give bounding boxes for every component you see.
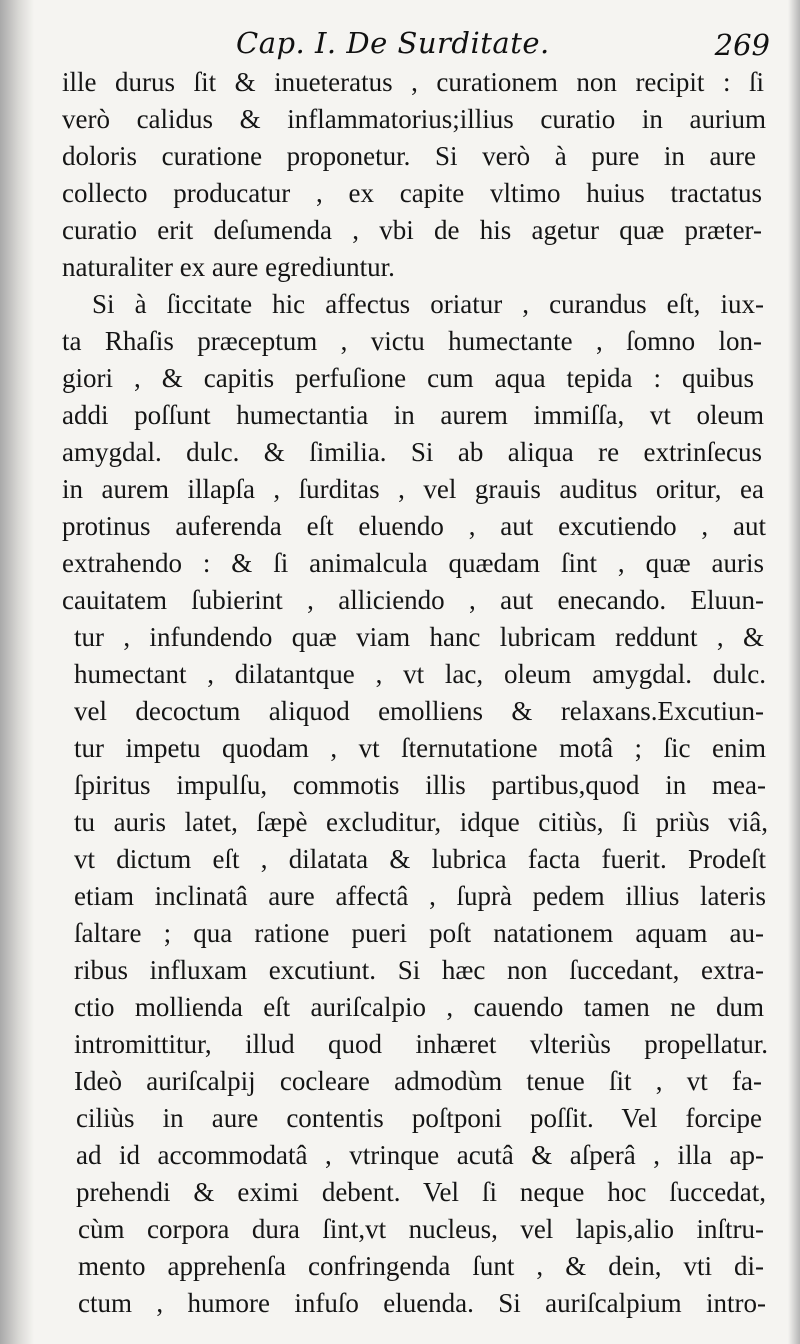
text-line: ta Rhaſis præceptum , victu humectante , ſomno lon-: [62, 326, 762, 356]
text-line: amygdal. dulc. & ſimilia. Si ab aliqua re extrinſecus: [62, 437, 762, 467]
text-line: Si à ſiccitate hic affectus oriatur , curandus eſt, iux-: [92, 289, 764, 319]
running-head: [230, 22, 770, 66]
text-line: cùm corpora dura ſint,vt nucleus, vel lapis,alio inſtru-: [78, 1214, 764, 1244]
text-line: extrahendo : & ſi animalcula quædam ſint , quæ auris: [62, 548, 764, 578]
chapter-title: Cap. I. De Surditate.: [236, 26, 550, 60]
text-line: ſpiritus impulſu, commotis illis partibus,quod in mea-: [74, 770, 766, 800]
text-line: tur , infundendo quæ viam hanc lubricam reddunt , &: [74, 622, 764, 652]
text-line: mento apprehenſa confringenda ſunt , & dein, vti di-: [78, 1251, 764, 1281]
text-line: ribus influxam excutiunt. Si hæc non ſuccedant, extra-: [74, 955, 764, 985]
text-line: addi poſſunt humectantia in aurem immiſſa, vt oleum: [62, 400, 764, 430]
text-line: ctio mollienda eſt auriſcalpio , cauendo tamen ne dum: [74, 992, 764, 1022]
text-line: etiam inclinatâ aure affectâ , ſuprà pedem illius lateris: [74, 881, 766, 911]
text-line: ſaltare ; qua ratione pueri poſt natationem aquam au-: [74, 918, 764, 948]
text-line: doloris curatione proponetur. Si verò à pure in aure: [62, 141, 756, 171]
text-line: tu auris latet, ſæpè excluditur, idque citiùs, ſi priùs viâ,: [74, 807, 768, 837]
text-line: in aurem illapſa , ſurditas , vel grauis auditus oritur, ea: [62, 474, 764, 504]
text-line: giori , & capitis perfuſione cum aqua tepida : quibus: [62, 363, 754, 393]
text-line: humectant , dilatantque , vt lac, oleum amygdal. dulc.: [74, 659, 766, 689]
text-line: vt dictum eſt , dilatata & lubrica facta fuerit. Prodeſt: [74, 844, 766, 874]
text-line: protinus auferenda eſt eluendo , aut excutiendo , aut: [62, 511, 766, 541]
text-line: curatio erit deſumenda , vbi de his agetur quæ præter-: [62, 215, 762, 245]
text-line: ad id accommodatâ , vtrinque acutâ & aſperâ , illa ap-: [76, 1140, 764, 1170]
page-gutter-shadow: [0, 0, 34, 1344]
text-line: ille durus ſit & inueteratus , curationem non recipit : ſi: [62, 67, 764, 97]
text-line: cauitatem ſubierint , alliciendo , aut enecando. Eluun-: [62, 585, 764, 615]
text-line: naturaliter ex aure egrediuntur.: [62, 252, 395, 282]
text-line: ctum , humore infuſo eluenda. Si auriſcalpium intro-: [78, 1288, 766, 1318]
page-number: 269: [714, 28, 770, 62]
text-line: verò calidus & inflammatorius;illius curatio in aurium: [62, 104, 766, 134]
text-line: ciliùs in aure contentis poſtponi poſſit. Vel forcipe: [76, 1103, 762, 1133]
body-text: [62, 64, 768, 1334]
text-line: intromittitur, illud quod inhæret vlteriùs propellatur.: [74, 1029, 768, 1059]
page-edge-shadow: [788, 0, 800, 1344]
text-line: Ideò auriſcalpij cocleare admodùm tenue ſit , vt fa-: [74, 1066, 762, 1096]
text-line: collecto producatur , ex capite vltimo huius tractatus: [62, 178, 762, 208]
text-line: tur impetu quodam , vt ſternutatione motâ ; ſic enim: [74, 733, 766, 763]
text-line: prehendi & eximi debent. Vel ſi neque hoc ſuccedat,: [76, 1177, 766, 1207]
text-line: vel decoctum aliquod emolliens & relaxans.Excutiun-: [74, 696, 764, 726]
